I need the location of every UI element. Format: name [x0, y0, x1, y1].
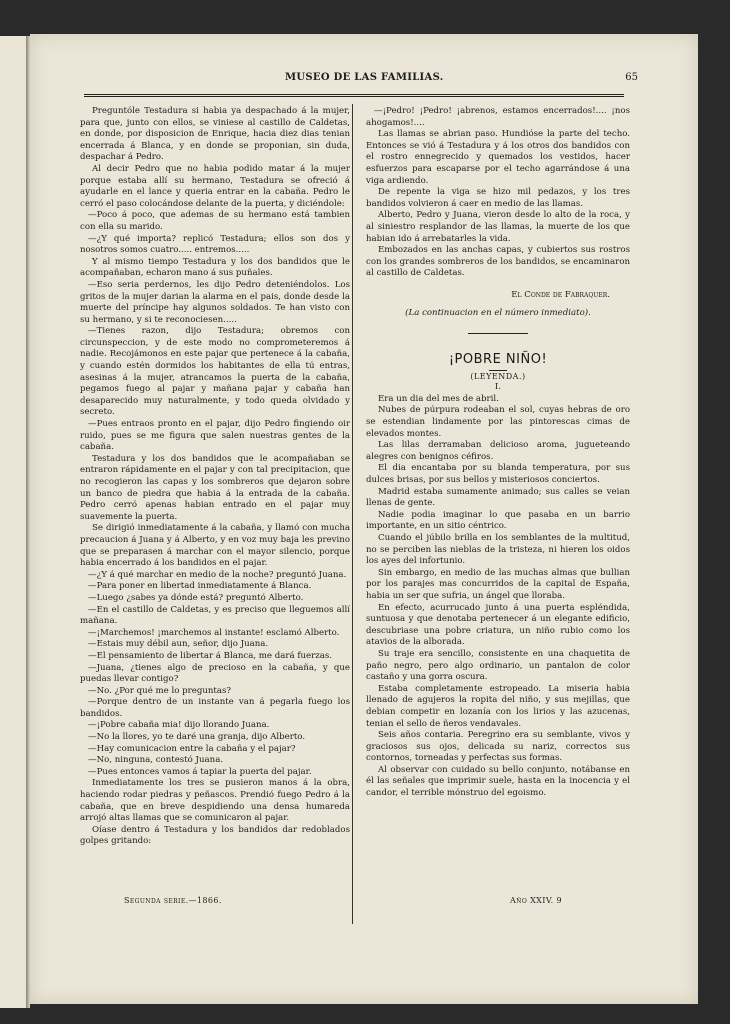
story-body	[366, 394, 630, 800]
paragraph: —Para poner en libertad inmediatamente á Blanca.	[88, 581, 312, 592]
paragraph: —No. ¿Por qué me lo preguntas?	[88, 685, 231, 696]
paragraph: Preguntóle Testadura si habia ya despachado á la mujer, para que, junto con ellos, se viniese al castillo de Caldetas, en donde, por disposicion de Enrique, hacia diez dias tenian encerrada á Blanca, y en donde se proponian, sin duda, despachar á Pedro.	[80, 106, 350, 163]
paragraph: En efecto, acurrucado junto á una puerta espléndida, suntuosa y que denotaba pertenecer á un elegante edificio, descubriase una pobre criatura, un niño rubio como los atavios de la alborada.	[366, 602, 630, 648]
paragraph: Se dirigió inmediatamente á la cabaña, y llamó con mucha precaucion á Juana y á Alberto, y en voz muy baja les previno que se preparasen á marchar con el mayor silencio, porque habia encerrado á los bandidos en el pajar.	[80, 523, 350, 569]
paragraph: —Eso seria perdernos, les dijo Pedro deteniéndolos. Los gritos de la mujer darian la alarma en el pais, donde desde la muerte del príncipe hay algunos soldados. Te han visto con su hermano, y si te reconociesen.....	[80, 279, 350, 325]
story-continuation-text	[366, 106, 630, 280]
paragraph: Su traje era sencillo, consistente en una chaquetita de paño negro, pero algo ordinario, un pantalon de color castaño y una gorra oscura.	[366, 648, 630, 683]
paragraph: —Pues entonces vamos á tapiar la puerta del pajar.	[88, 766, 312, 777]
header-title: MUSEO DE LAS FAMILIAS.	[285, 72, 444, 83]
paragraph: De repente la viga se hizo mil pedazos, y los tres bandidos volvieron á caer en medio de las llamas.	[366, 187, 630, 209]
story-subtitle: (LEYENDA.)	[470, 371, 526, 381]
paragraph: —Poco á poco, que ademas de su hermano está tambien con ella su marido.	[80, 210, 350, 232]
paragraph: Al observar con cuidado su bello conjunto, notábanse en él las señales que imprimir suele, hasta en la inocencia y el candor, el terrible mónstruo del egoismo.	[366, 764, 630, 799]
page-number: 65	[625, 72, 638, 83]
paragraph: Embozados en las anchas capas, y cubiertos sus rostros con los grandes sombreros de los bandidos, se encaminaron al castillo de Caldetas.	[366, 245, 630, 279]
paragraph: Madrid estaba sumamente animado; sus calles se veian llenas de gente.	[366, 486, 630, 509]
right-column	[366, 106, 630, 800]
left-column	[80, 106, 350, 848]
paragraph: —Porque dentro de un instante van á pegarla fuego los bandidos.	[80, 697, 350, 719]
section-rule	[468, 333, 528, 334]
paragraph: —¿Y qué importa? replicó Testadura; ellos son dos y nosotros somos cuatro..... entremos.....	[80, 233, 350, 256]
paragraph: —No, ninguna, contestó Juana.	[88, 755, 224, 766]
paragraph: Estaba completamente estropeado. La miseria habia llenado de agujeros la ropita del niño, y sus mejillas, que debian competir en lozanía con los lirios y las azucenas, tenian el sello de ñeros vendavales.	[366, 683, 630, 729]
paragraph: Las lilas derramaban delicioso aroma, jugueteando alegres con benignos céfiros.	[366, 440, 630, 462]
paragraph: —Luego ¿sabes ya dónde está? preguntó Alberto.	[88, 592, 304, 603]
paragraph: —¡Pedro! ¡Pedro! ¡abrenos, estamos encerrados!.... ¡nos ahogamos!....	[366, 106, 630, 128]
footer-year: Año XXIV. 9	[510, 896, 562, 905]
paragraph: Sin embargo, en medio de las muchas almas que bullian por los parajes mas concurridos de la capital de España, habia un ser que sufria, un ángel que lloraba.	[366, 567, 630, 601]
paragraph: Cuando el júbilo brilla en los semblantes de la multitud, no se perciben las nieblas de la tristeza, ni hieren los oidos los ayes del infortunio.	[366, 533, 630, 567]
paragraph: Oíase dentro á Testadura y los bandidos dar redoblados golpes gritando:	[80, 824, 350, 847]
running-header	[30, 72, 698, 90]
author-signature: El Conde de Fabraquer.	[511, 289, 610, 300]
column-divider	[352, 104, 353, 924]
paragraph: —Tienes razon, dijo Testadura; obremos con circunspeccion, y de este modo no comprometeremos á nadie. Recojámonos en este pajar que pertenece á la cabaña, y cuando estén dormidos los habitantes de ella tú entras, asesinas á la mujer, atrancamos la puerta de la cabaña, pegamos fuego al pajar y mañana pajar y cabaña han desaparecido muy naturalmente, y todo queda olvidado y secreto.	[80, 326, 350, 418]
magazine-page	[30, 34, 698, 1004]
story-title: ¡POBRE NIÑO!	[448, 352, 548, 368]
paragraph: Era un dia del mes de abril.	[378, 393, 499, 404]
paragraph: Al decir Pedro que no habia podido matar á la mujer porque estaba allí su hermano, Testadura se ofreció á ayudarle en el lance y queria entrar en la cabaña. Pedro le cerró el paso colocándose delante de la puerta, y diciéndole:	[80, 163, 350, 209]
paragraph: —¿Y á qué marchar en medio de la noche? preguntó Juana.	[88, 569, 347, 580]
adjacent-page-edge	[0, 36, 27, 1008]
paragraph: Testadura y los dos bandidos que le acompañaban se entraron rápidamente en el pajar y con tal precipitacion, que no recogieron las capas y los sombreros que dejaron sobre un banco de piedra que habia á la entrada de la cabaña. Pedro cerró apenas habian entrado en el pajar muy suavemente la puerta.	[80, 453, 350, 522]
paragraph: Las llamas se abrian paso. Hundióse la parte del techo. Entonces se vió á Testadura y á los otros dos bandidos con el rostro ennegrecido y quemados los vestidos, hacer esfuerzos para escaparse por el techo agarrándose á una viga ardiendo.	[366, 129, 630, 186]
section-number: I.	[494, 382, 502, 393]
paragraph: —No la llores, yo te daré una granja, dijo Alberto.	[88, 732, 306, 743]
continuation-note: (La continuacion en el número inmediato).	[405, 307, 591, 318]
paragraph: —¡Pobre cabaña mia! dijo llorando Juana.	[88, 720, 270, 731]
header-rule	[84, 94, 624, 99]
paragraph: Seis años contaria. Peregrino era su semblante, vivos y graciosos sus ojos, delicada su nariz, correctos sus contornos, torneadas y perfectas sus formas.	[366, 730, 630, 764]
paragraph: —Hay comunicacion entre la cabaña y el pajar?	[88, 743, 296, 754]
paragraph: —¡Marchemos! ¡marchemos al instante! esclamó Alberto.	[88, 627, 340, 638]
paragraph: Nubes de púrpura rodeaban el sol, cuyas hebras de oro se estendian lindamente por las pintorescas cimas de elevados montes.	[366, 405, 630, 439]
paragraph: —Estais muy débil aun, señor, dijo Juana.	[88, 639, 269, 650]
paragraph: Nadie podia imaginar lo que pasaba en un barrio importante, en un sitio céntrico.	[366, 509, 630, 532]
paragraph: —Pues entraos pronto en el pajar, dijo Pedro fingiendo oir ruido, pues se me figura que salen nuestras gentes de la cabaña.	[80, 419, 350, 453]
paragraph: Alberto, Pedro y Juana, vieron desde lo alto de la roca, y al siniestro resplandor de las llamas, la muerte de los que habian ido á arrebatarles la vida.	[366, 210, 630, 244]
paragraph: Y al mismo tiempo Testadura y los dos bandidos que le acompañaban, echaron mano á sus puñales.	[80, 256, 350, 279]
paragraph: Inmediatamente los tres se pusieron manos á la obra, haciendo rodar piedras y peñascos. Prendió fuego Pedro á la cabaña, que en breve despidiendo una densa humareda arrojó altas llamas que se comunicaron al pajar.	[80, 778, 350, 824]
footer-series: Segunda serie.—1866.	[124, 896, 222, 905]
paragraph: —Juana, ¿tienes algo de precioso en la cabaña, y que puedas llevar contigo?	[80, 662, 350, 685]
paragraph: —El pensamiento de libertar á Blanca, me dará fuerzas.	[88, 650, 333, 661]
paragraph: El dia encantaba por su blanda temperatura, por sus dulces brisas, por sus bellos y misteriosos conciertos.	[366, 463, 630, 486]
paragraph: —En el castillo de Caldetas, y es preciso que lleguemos allí mañana.	[80, 604, 350, 627]
